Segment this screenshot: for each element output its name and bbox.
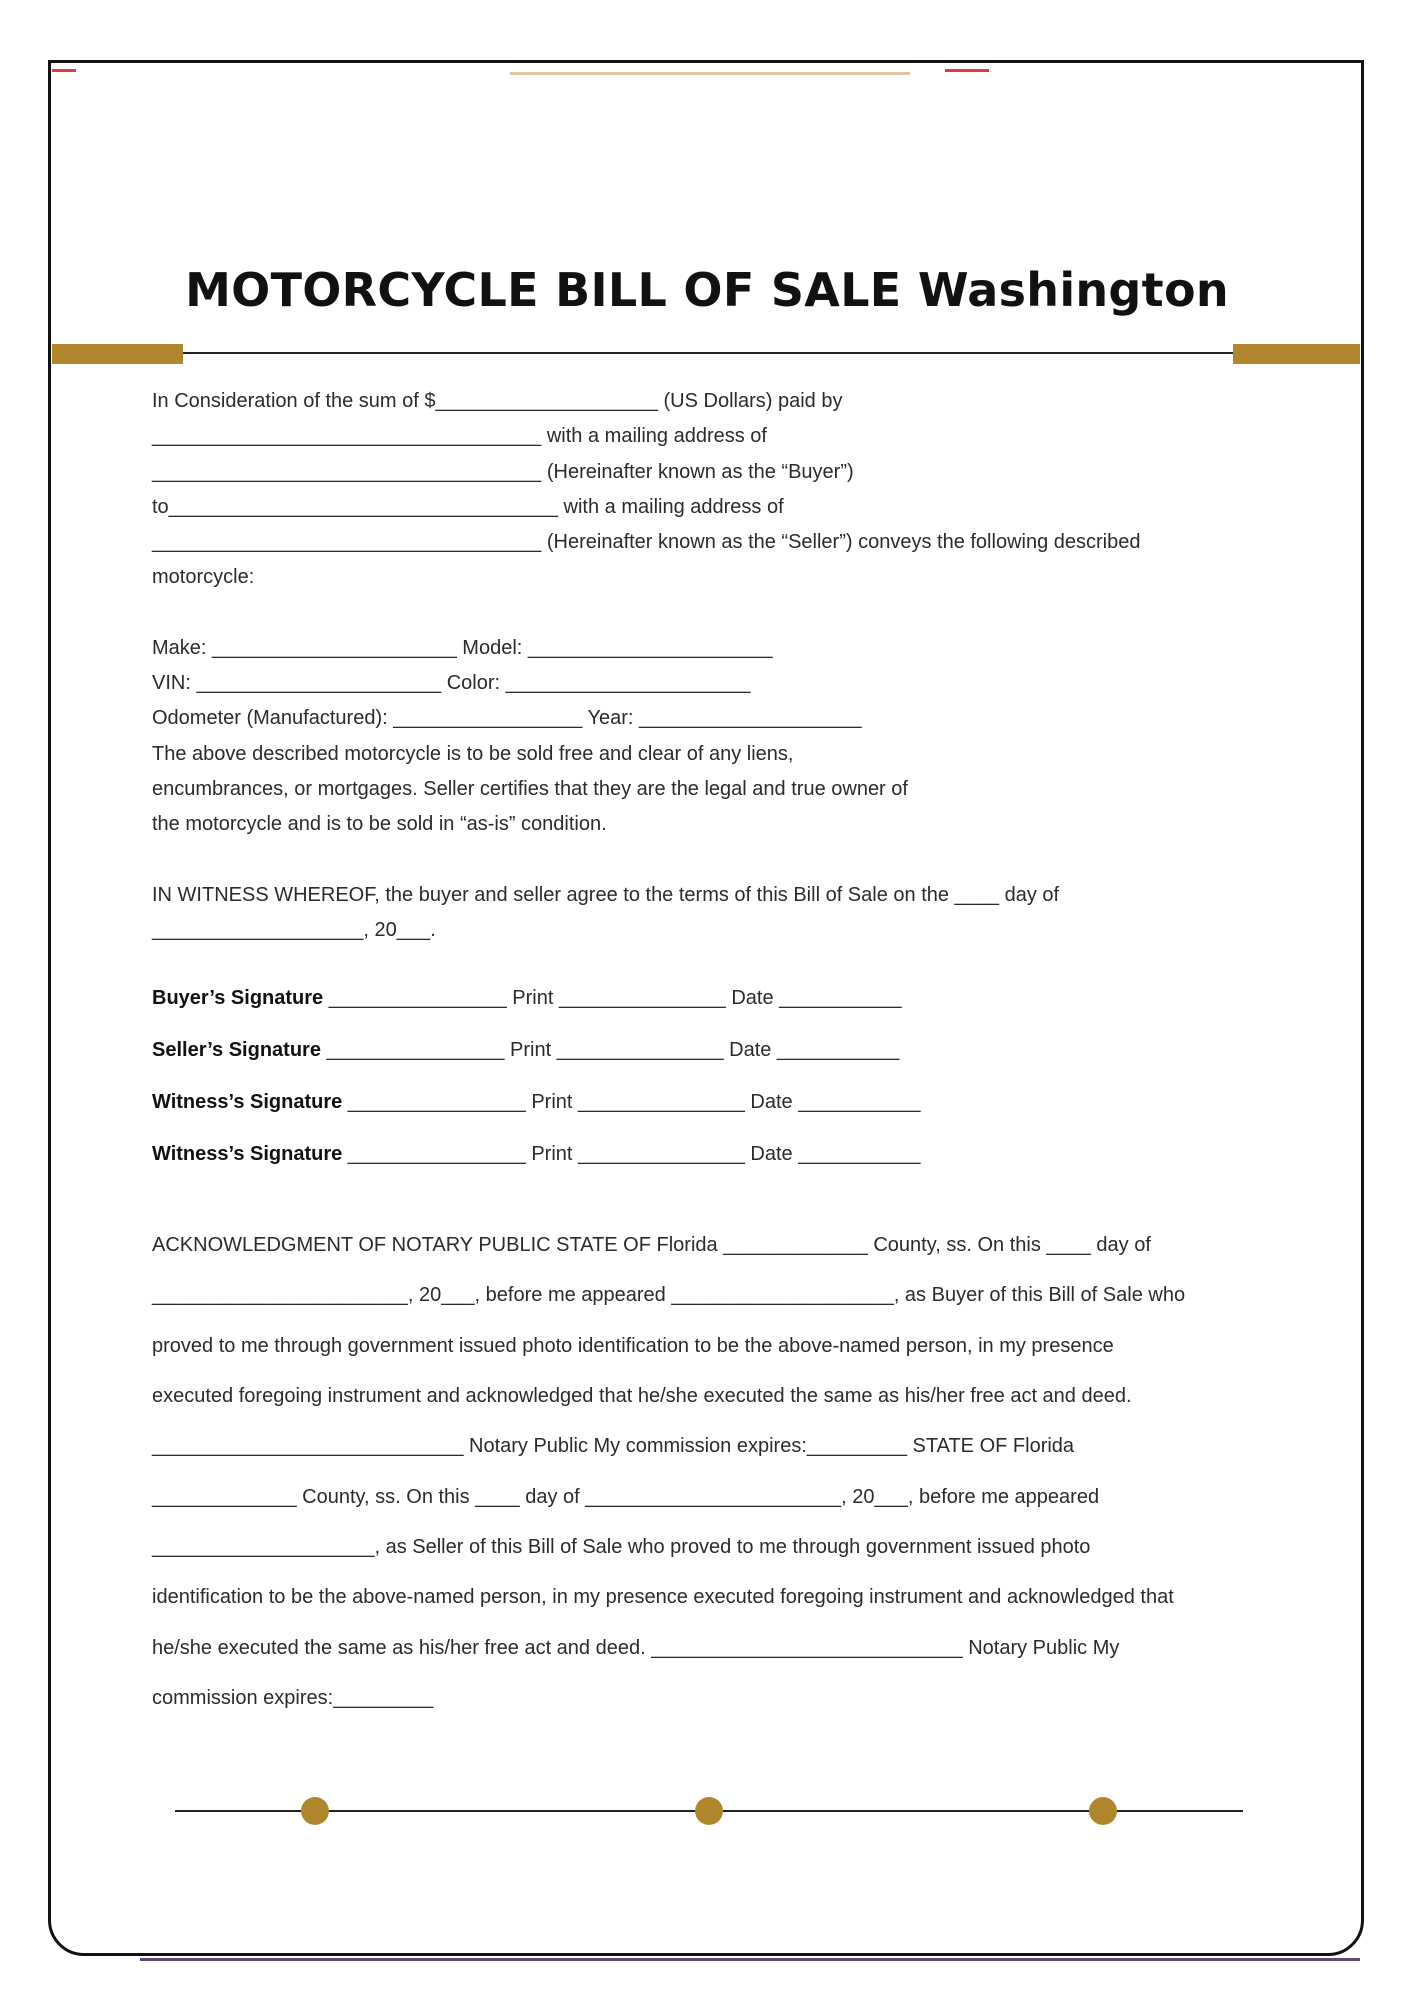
intro-line: to___________________________________ with a mailing address of — [152, 495, 784, 518]
spacer — [152, 1180, 1292, 1220]
vehicle-line: the motorcycle and is to be sold in “as-is” condition. — [152, 813, 607, 836]
bottom-accent — [140, 1958, 1360, 1961]
notary-line: proved to me through government issued photo identification to be the above-named person, in my presence — [152, 1334, 1114, 1357]
notary-line: he/she executed the same as his/her free act and deed. ____________________________ Notary Public My — [152, 1636, 1120, 1659]
top-accent-red — [945, 69, 989, 72]
footer-dot — [301, 1797, 329, 1825]
witness-line: ___________________, 20___. — [152, 918, 436, 941]
intro-line: motorcycle: — [152, 566, 255, 589]
signature-line-buyer — [152, 972, 1292, 1024]
notary-line: _____________ County, ss. On this ____ day of _______________________, 20___, before me appeared — [152, 1485, 1100, 1508]
vehicle-line: Odometer (Manufactured): _________________ Year: ____________________ — [152, 707, 862, 730]
notary-line: _______________________, 20___, before me appeared ____________________, as Buyer of this Bill of Sale who — [152, 1284, 1186, 1307]
header-gold-bar-right — [1233, 344, 1360, 364]
spacer — [152, 843, 1292, 878]
document-title: MOTORCYCLE BILL OF SALE Washington — [185, 262, 1229, 317]
signature-section — [152, 972, 1292, 1180]
signature-fields: ________________ Print _______________ Date ___________ — [342, 1143, 921, 1166]
intro-line: In Consideration of the sum of $____________________ (US Dollars) paid by — [152, 390, 843, 412]
consideration-section — [152, 384, 1292, 596]
signature-label: Buyer’s Signature — [152, 987, 324, 1010]
signature-label: Seller’s Signature — [152, 1039, 321, 1062]
intro-line: ___________________________________ with a mailing address of — [152, 425, 767, 448]
vehicle-line: The above described motorcycle is to be sold free and clear of any liens, — [152, 742, 794, 765]
spacer — [152, 596, 1292, 631]
header-gold-bar-left — [52, 344, 183, 364]
signature-label: Witness’s Signature — [152, 1143, 343, 1166]
signature-fields: ________________ Print _______________ Date ___________ — [323, 987, 902, 1010]
spacer — [152, 948, 1292, 972]
witness-line: IN WITNESS WHEREOF, the buyer and seller agree to the terms of this Bill of Sale on the ____ day of — [152, 883, 1060, 906]
vehicle-line: Make: ______________________ Model: ______________________ — [152, 636, 773, 659]
notary-line: ____________________________ Notary Public My commission expires:_________ STATE OF Florida — [152, 1435, 1075, 1458]
signature-fields: ________________ Print _______________ Date ___________ — [342, 1091, 921, 1114]
vehicle-line: VIN: ______________________ Color: ______________________ — [152, 672, 751, 695]
notary-line: commission expires:_________ — [152, 1686, 434, 1709]
notary-line: executed foregoing instrument and acknowledged that he/she executed the same as his/her free act and deed. — [152, 1385, 1132, 1408]
signature-line-witness — [152, 1076, 1292, 1128]
notary-section — [152, 1220, 1292, 1723]
intro-line: ___________________________________ (Hereinafter known as the “Seller”) conveys the following described — [152, 531, 1141, 554]
vehicle-line: encumbrances, or mortgages. Seller certifies that they are the legal and true owner of — [152, 777, 908, 800]
vehicle-section — [152, 631, 1292, 843]
signature-fields: ________________ Print _______________ Date ___________ — [320, 1039, 900, 1062]
notary-line: ACKNOWLEDGMENT OF NOTARY PUBLIC STATE OF Florida _____________ County, ss. On this ____ day of — [152, 1234, 1151, 1257]
footer-dot — [695, 1797, 723, 1825]
document-body — [152, 384, 1292, 1723]
notary-line: ____________________, as Seller of this Bill of Sale who proved to me through government issued photo — [152, 1535, 1091, 1558]
notary-line: identification to be the above-named person, in my presence executed foregoing instrument and acknowledged that — [152, 1586, 1174, 1609]
signature-label: Witness’s Signature — [152, 1091, 343, 1114]
top-accent-gold — [510, 72, 910, 75]
witness-section — [152, 878, 1292, 949]
footer-dot — [1089, 1797, 1117, 1825]
top-accent-red — [52, 69, 76, 72]
header-divider — [183, 352, 1233, 354]
signature-line-seller — [152, 1024, 1292, 1076]
intro-line: ___________________________________ (Hereinafter known as the “Buyer”) — [152, 460, 854, 483]
signature-line-witness — [152, 1128, 1292, 1180]
